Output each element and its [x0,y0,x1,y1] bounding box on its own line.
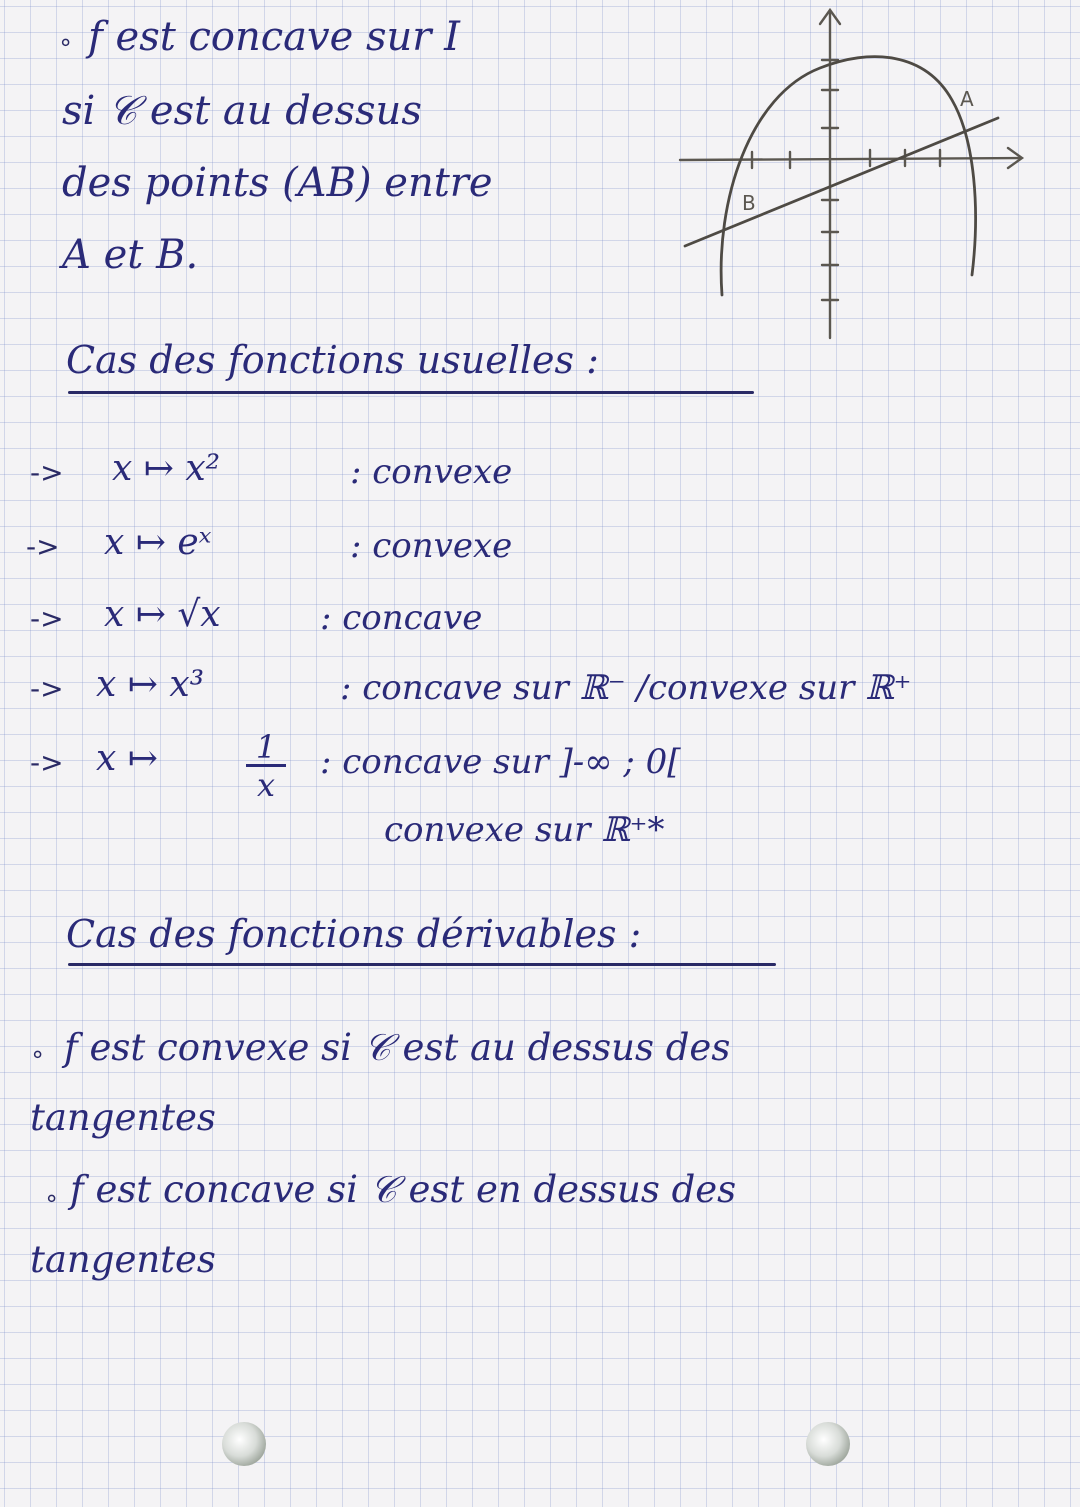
concavity-graph [670,0,1050,345]
function-sqrt: x ↦ √x [104,594,221,635]
binder-hole [806,1422,850,1466]
property-exp: : convexe [350,526,513,566]
heading-usual-functions: Cas des fonctions usuelles : [66,338,599,382]
heading-derivable-underline [68,963,776,966]
convex-tangent-line-2: tangentes [30,1096,216,1139]
row-arrow: -> [30,602,64,635]
row-arrow: -> [30,672,64,705]
intro-bullet: ∘ [58,28,74,56]
row-arrow: -> [30,456,64,489]
convex-tangent-line-1: f est convexe si 𝒞 est au dessus des [64,1026,731,1069]
intro-line-4: A et B. [62,232,199,278]
intro-line-1: f est concave sur I [88,14,460,60]
property-square: : convexe [350,452,513,492]
property-inverse-negative: : concave sur ]-∞ ; 0[ [320,742,681,782]
row-arrow: -> [26,530,60,563]
function-cube: x ↦ x³ [96,664,205,705]
property-cube: : concave sur ℝ⁻ /convexe sur ℝ⁺ [340,668,912,708]
intro-line-3: des points (AB) entre [62,160,493,206]
concave-tangent-line-1: f est concave si 𝒞 est en dessus des [70,1168,737,1211]
point-b-label: B [742,191,756,215]
property-sqrt: : concave [320,598,483,638]
function-inverse: x ↦ [96,738,158,779]
heading-derivable-functions: Cas des fonctions dérivables : [66,912,642,956]
curve [721,57,975,295]
derivable-bullet: ∘ [44,1184,60,1212]
fraction-denominator: x [256,766,276,804]
fraction-numerator: 1 [246,730,286,767]
function-square: x ↦ x² [112,448,221,489]
function-exp: x ↦ eˣ [104,522,212,563]
concave-tangent-line-2: tangentes [30,1238,216,1281]
row-arrow: -> [30,746,64,779]
inverse-fraction [246,730,286,803]
derivable-bullet: ∘ [30,1040,46,1068]
point-a-label: A [960,87,974,111]
binder-hole [222,1422,266,1466]
intro-line-2: si 𝒞 est au dessus [62,88,422,134]
property-inverse-positive: convexe sur ℝ⁺* [384,810,665,850]
x-axis [680,158,1020,160]
heading-usual-underline [68,391,754,394]
